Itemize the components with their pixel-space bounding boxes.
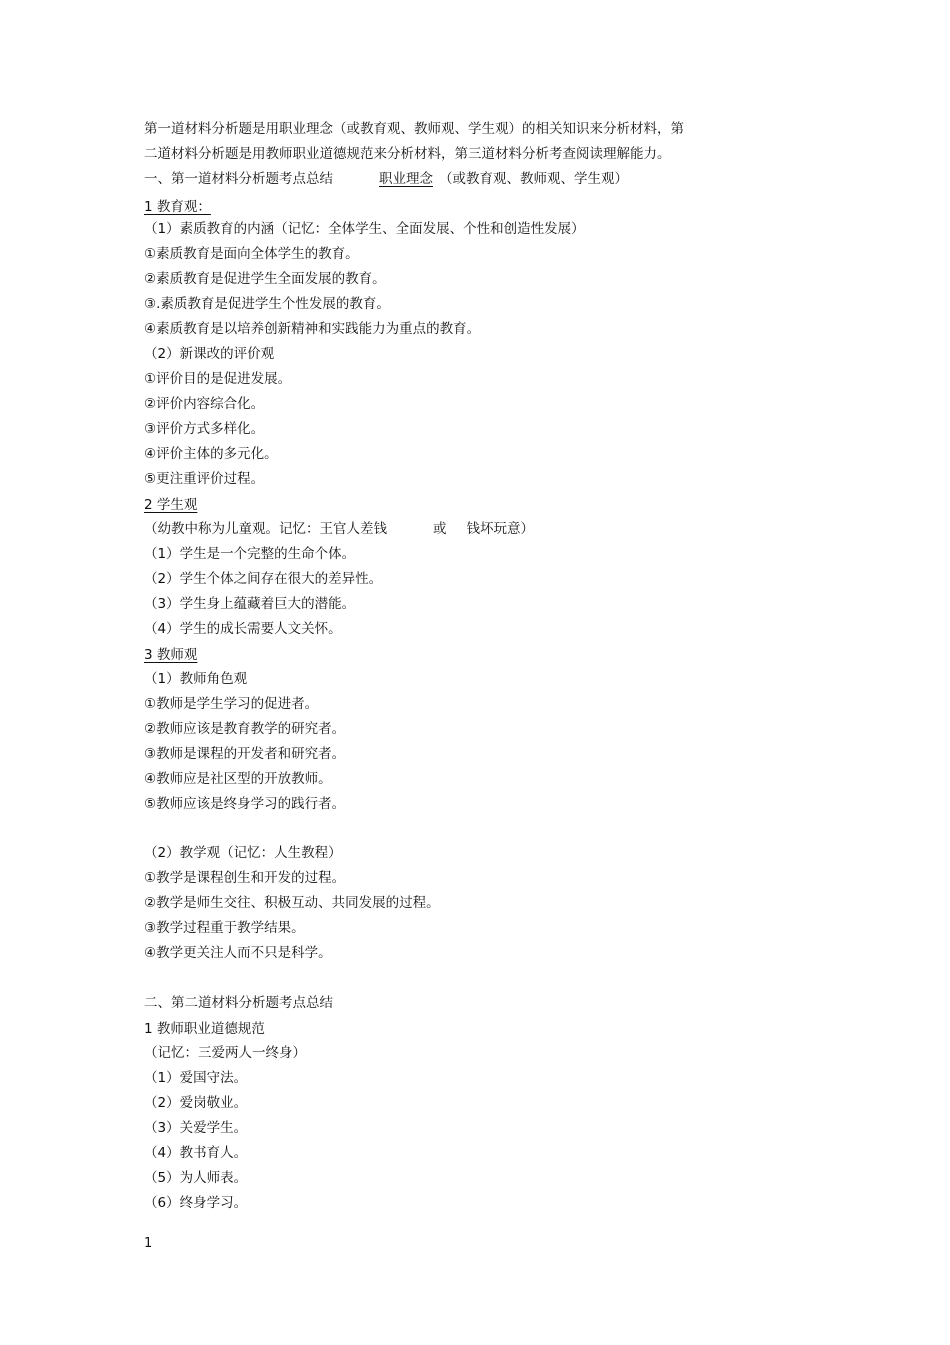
student-view-note-c: 钱坏玩意） (466, 521, 534, 537)
list-item: （1）爱国守法。 (144, 1070, 248, 1086)
list-item: （3）学生身上蕴藏着巨大的潜能。 (144, 596, 356, 612)
list-item: ①素质教育是面向全体学生的教育。 (144, 246, 359, 262)
student-view-note (144, 520, 534, 538)
list-item: （6）终身学习。 (144, 1195, 248, 1211)
intro-line-1: 第一道材料分析题是用职业理念（或教育观、教师观、学生观）的相关知识来分析材料，第 (144, 121, 684, 137)
list-item: ④素质教育是以培养创新精神和实践能力为重点的教育。 (144, 321, 481, 337)
section2-note: （记忆：三爱两人一终身） (144, 1045, 306, 1061)
list-item: ④教学更关注人而不只是科学。 (144, 945, 332, 961)
list-item: （4）学生的成长需要人文关怀。 (144, 621, 342, 637)
teacher-view-title: 3 教师观 (144, 647, 198, 663)
list-item: （2）爱岗敬业。 (144, 1095, 248, 1111)
list-item: ②教学是师生交往、积极互动、共同发展的过程。 (144, 895, 440, 911)
list-item: （2）学生个体之间存在很大的差异性。 (144, 571, 383, 587)
section1-heading-suffix: （或教育观、教师观、学生观） (439, 171, 628, 187)
list-item: ①评价目的是促进发展。 (144, 371, 292, 387)
intro-line-2: 二道材料分析题是用教师职业道德规范来分析材料，第三道材料分析考查阅读理解能力。 (144, 146, 671, 162)
list-item: ④教师应是社区型的开放教师。 (144, 771, 332, 787)
section1-heading (144, 170, 628, 188)
list-item: ①教学是课程创生和开发的过程。 (144, 870, 346, 886)
list-item: ④评价主体的多元化。 (144, 446, 278, 462)
list-item: ②教师应该是教育教学的研究者。 (144, 721, 346, 737)
list-item: （5）为人师表。 (144, 1170, 248, 1186)
list-item: ②评价内容综合化。 (144, 396, 265, 412)
list-item: ③评价方式多样化。 (144, 421, 265, 437)
list-item: ③教师是课程的开发者和研究者。 (144, 746, 346, 762)
teacher-view-sub1-title: （1）教师角色观 (144, 671, 248, 687)
section1-heading-prefix: 一、第一道材料分析题考点总结 (144, 171, 333, 187)
list-item: （4）教书育人。 (144, 1145, 248, 1161)
student-view-title: 2 学生观 (144, 497, 198, 513)
list-item: （1）学生是一个完整的生命个体。 (144, 546, 356, 562)
student-view-note-b: 或 (433, 521, 447, 537)
section1-heading-underlined: 职业理念 (379, 171, 433, 187)
list-item: ③.素质教育是促进学生个性发展的教育。 (144, 296, 390, 312)
section2-heading: 二、第二道材料分析题考点总结 (144, 995, 333, 1011)
list-item: （3）关爱学生。 (144, 1120, 248, 1136)
education-view-title: 1 教育观： (144, 199, 211, 215)
section2-title: 1 教师职业道德规范 (144, 1021, 265, 1037)
list-item: ⑤更注重评价过程。 (144, 471, 265, 487)
education-view-sub1-title: （1）素质教育的内涵（记忆：全体学生、全面发展、个性和创造性发展） (144, 221, 585, 237)
list-item: ⑤教师应该是终身学习的践行者。 (144, 796, 346, 812)
list-item: ②素质教育是促进学生全面发展的教育。 (144, 271, 386, 287)
education-view-sub2-title: （2）新课改的评价观 (144, 346, 275, 362)
list-item: ①教师是学生学习的促进者。 (144, 696, 319, 712)
student-view-note-a: （幼教中称为儿童观。记忆：王官人差钱 (144, 521, 387, 537)
teacher-view-sub2-title: （2）教学观（记忆：人生教程） (144, 845, 342, 861)
page-number: 1 (144, 1236, 153, 1251)
list-item: ③教学过程重于教学结果。 (144, 920, 305, 936)
